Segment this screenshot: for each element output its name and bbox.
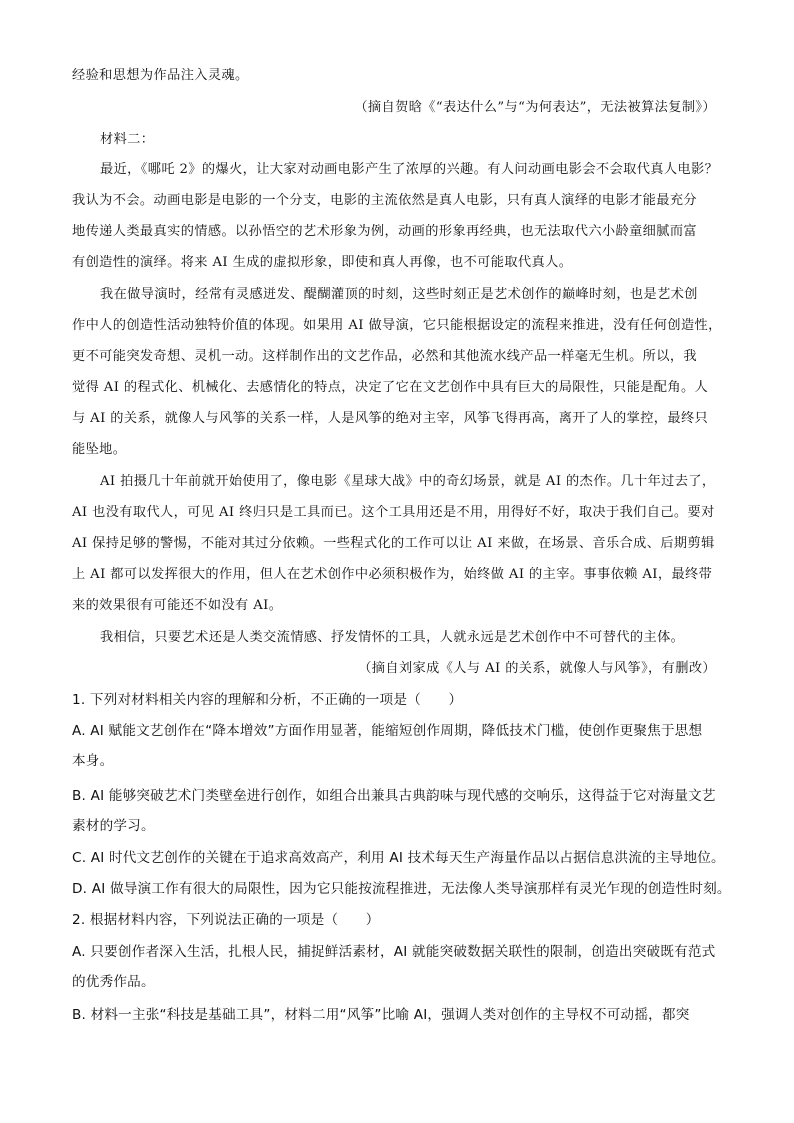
question-2-option-a: A. 只要创作者深入生活，扎根人民，捕捉鲜活素材，AI 就能突破数据关联性的限制，创造出突破既有范式 — [72, 944, 716, 960]
question-2-stem: 2. 根据材料内容，下列说法正确的一项是（ ） — [72, 912, 380, 928]
question-1-stem: 1. 下列对材料相关内容的理解和分析，不正确的一项是（ ） — [72, 692, 463, 708]
paragraph-2-line: 能坠地。 — [72, 442, 127, 457]
paragraph-3-line: AI 保持足够的警惕，不能对其过分依赖。一些程式化的工作可以让 AI 来做，在场景、音乐合成、后期剪辑 — [72, 536, 715, 551]
paragraph-4: 我相信，只要艺术还是人类交流情感、抒发情怀的工具，人就永远是艺术创作中不可替代的主体。 — [100, 630, 685, 645]
question-1-option-b: B. AI 能够突破艺术门类壁垒进行创作，如组合出兼具古典韵味与现代感的交响乐，这得益于它对海量文艺 — [72, 788, 716, 804]
paragraph-3-line: 来的效果很有可能还不如没有 AI。 — [72, 598, 283, 613]
paragraph-2-line: 我在做导演时，经常有灵感迸发、醍醐灌顶的时刻，这些时刻正是艺术创作的巅峰时刻，也是艺术创 — [100, 287, 698, 302]
paragraph-2-line: 作中人的创造性活动独特价值的体现。如果用 AI 做导演，它只能根据设定的流程来推进，没有任何创造性， — [72, 318, 722, 333]
paragraph-3-line: 上 AI 都可以发挥很大的作用，但人在艺术创作中必须积极作为，始终做 AI 的主宰。事事依赖 AI，最终带 — [72, 567, 713, 582]
material-2-heading: 材料二： — [100, 132, 155, 147]
question-1-option-d: D. AI 做导演工作有很大的局限性，因为它只能按流程推进，无法像人类导演那样有灵光乍现的创造性时刻。 — [72, 881, 731, 897]
question-2-option-a-cont: 的优秀作品。 — [72, 974, 155, 990]
paragraph-2-line: 与 AI 的关系，就像人与风筝的关系一样，人是风筝的绝对主宰，风筝飞得再高，离开了人的掌控，最终只 — [72, 411, 709, 426]
previous-paragraph-tail: 经验和思想为作品注入灵魂。 — [72, 68, 249, 83]
paragraph-1-line: 我认为不会。动画电影是电影的一个分支，电影的主流依然是真人电影，只有真人演绎的电影才能最充分 — [72, 193, 698, 208]
source-citation-2: （摘自刘家成《人与 AI 的关系，就像人与风筝》，有删改） — [358, 661, 716, 676]
question-1-option-b-cont: 素材的学习。 — [72, 818, 155, 834]
paragraph-2-line: 觉得 AI 的程式化、机械化、去感情化的特点，决定了它在文艺创作中具有巨大的局限性，只能是配角。人 — [72, 380, 709, 395]
question-2-option-b: B. 材料一主张“科技是基础工具”，材料二用“风筝”比喻 AI，强调人类对创作的主导权不可动摇，都突 — [72, 1007, 690, 1023]
source-citation-1: （摘自贺晗《“表达什么”与“为何表达”，无法被算法复制》） — [354, 100, 716, 115]
paragraph-3-line: AI 拍摄几十年前就开始使用了，像电影《星球大战》中的奇幻场景，就是 AI 的杰作。几十年过去了， — [100, 474, 716, 489]
question-1-option-c: C. AI 时代文艺创作的关键在于追求高效高产，利用 AI 技术每天生产海量作品以占据信息洪流的主导地位。 — [72, 850, 725, 866]
paragraph-1-line: 地传递人类最真实的情感。以孙悟空的艺术形象为例，动画的形象再经典，也无法取代六小龄童细腻而富 — [72, 224, 698, 239]
paragraph-2-line: 更不可能突发奇想、灵机一动。这样制作出的文艺作品，必然和其他流水线产品一样毫无生机。所以，我 — [72, 349, 698, 364]
question-1-option-a: A. AI 赋能文艺创作在“降本增效”方面作用显著，能缩短创作周期，降低技术门槛，使创作更聚焦于思想 — [72, 723, 703, 739]
paragraph-1-line: 有创造性的演绎。将来 AI 生成的虚拟形象，即使和真人再像，也不可能取代真人。 — [72, 255, 573, 270]
paragraph-3-line: AI 也没有取代人，可见 AI 终归只是工具而已。这个工具用还是不用，用得好不好，取决于我们自己。要对 — [72, 505, 715, 520]
paragraph-1-line: 最近，《哪吒 2》的爆火，让大家对动画电影产生了浓厚的兴趣。有人问动画电影会不会取代真人电影？ — [100, 162, 719, 177]
question-1-option-a-cont: 本身。 — [72, 753, 114, 769]
